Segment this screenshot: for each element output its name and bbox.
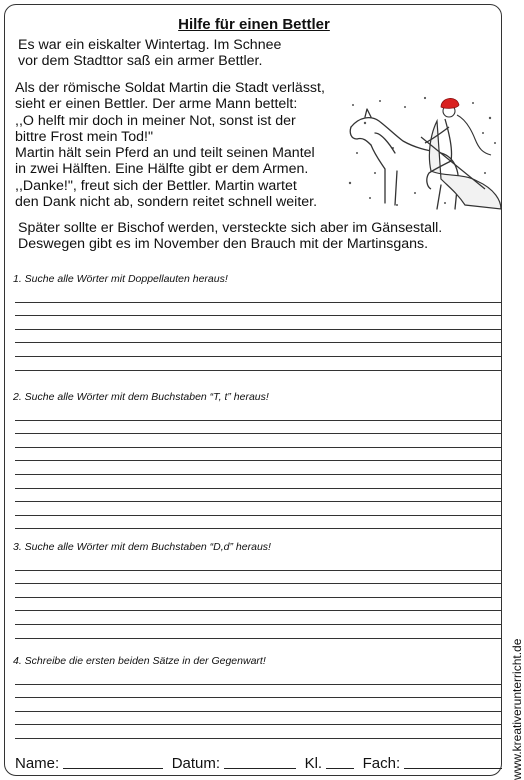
text-line: Später sollte er Bischof werden, versteckte sich aber im Gänsestall.	[18, 220, 443, 236]
answer-line[interactable]	[15, 671, 501, 685]
text-line: Deswegen gibt es im November den Brauch mit der Martinsgans.	[18, 236, 429, 253]
text-line: Martin hält sein Pferd an und teilt seinen Mantel	[15, 145, 315, 162]
answer-line[interactable]	[15, 611, 501, 625]
answer-line[interactable]	[15, 421, 501, 435]
student-info-footer	[15, 755, 502, 772]
class-field[interactable]	[326, 755, 354, 769]
text-line: den Dank nicht ab, sondern reitet schnell weiter.	[15, 194, 318, 211]
answer-line[interactable]	[15, 571, 501, 585]
name-label: Name:	[15, 755, 60, 772]
subject-field[interactable]	[404, 755, 502, 769]
task-2-answer-lines[interactable]	[15, 407, 501, 529]
answer-line[interactable]	[15, 357, 501, 371]
text-line: bittre Frost mein Tod!"	[15, 128, 154, 145]
subject-label: Fach:	[362, 755, 401, 772]
answer-line[interactable]	[15, 557, 501, 571]
worksheet-frame	[4, 4, 502, 776]
answer-line[interactable]	[15, 343, 501, 357]
answer-line[interactable]	[15, 461, 501, 475]
st-martin-illustration	[345, 93, 503, 211]
text-line: vor dem Stadttor saß ein armer Bettler.	[18, 53, 263, 70]
answer-line[interactable]	[15, 475, 501, 489]
task-1-answer-lines[interactable]	[15, 289, 501, 371]
worksheet-title: Hilfe für einen Bettler	[178, 16, 330, 33]
date-label: Datum:	[171, 755, 221, 772]
text-line: Als der römische Soldat Martin die Stadt verlässt,	[15, 80, 325, 96]
text-line: in zwei Hälften. Eine Hälfte gibt er dem Armen.	[15, 161, 309, 178]
date-field[interactable]	[224, 755, 296, 769]
story-paragraph	[15, 80, 355, 210]
task-1-prompt: 1. Suche alle Wörter mit Doppellauten heraus!	[13, 273, 228, 285]
text-line: sieht er einen Bettler. Der arme Mann bettelt:	[15, 96, 298, 113]
answer-line[interactable]	[15, 289, 501, 303]
answer-line[interactable]	[15, 434, 501, 448]
text-line: Es war ein eiskalter Wintertag. Im Schnee	[18, 37, 282, 53]
class-label: Kl.	[304, 755, 323, 772]
text-line: ,,O helft mir doch in meiner Not, sonst ist der	[15, 112, 296, 129]
task-4-prompt: 4. Schreibe die ersten beiden Sätze in der Gegenwart!	[13, 655, 266, 667]
answer-line[interactable]	[15, 625, 501, 639]
answer-line[interactable]	[15, 712, 501, 726]
answer-line[interactable]	[15, 725, 501, 739]
task-2-prompt: 2. Suche alle Wörter mit dem Buchstaben “T, t” heraus!	[13, 391, 269, 403]
intro-paragraph	[18, 37, 318, 70]
answer-line[interactable]	[15, 330, 501, 344]
answer-line[interactable]	[15, 502, 501, 516]
answer-line[interactable]	[15, 698, 501, 712]
answer-line[interactable]	[15, 448, 501, 462]
task-4-answer-lines[interactable]	[15, 671, 501, 739]
answer-line[interactable]	[15, 584, 501, 598]
closing-paragraph	[18, 220, 498, 253]
answer-line[interactable]	[15, 407, 501, 421]
answer-line[interactable]	[15, 598, 501, 612]
answer-line[interactable]	[15, 516, 501, 530]
website-watermark: www.kreativerunterricht.de	[510, 638, 524, 780]
task-3-prompt: 3. Suche alle Wörter mit dem Buchstaben “D,d” heraus!	[13, 541, 271, 553]
answer-line[interactable]	[15, 685, 501, 699]
name-field[interactable]	[63, 755, 163, 769]
task-3-answer-lines[interactable]	[15, 557, 501, 639]
answer-line[interactable]	[15, 489, 501, 503]
answer-line[interactable]	[15, 303, 501, 317]
answer-line[interactable]	[15, 316, 501, 330]
text-line: ,,Danke!", freut sich der Bettler. Martin wartet	[15, 177, 297, 194]
